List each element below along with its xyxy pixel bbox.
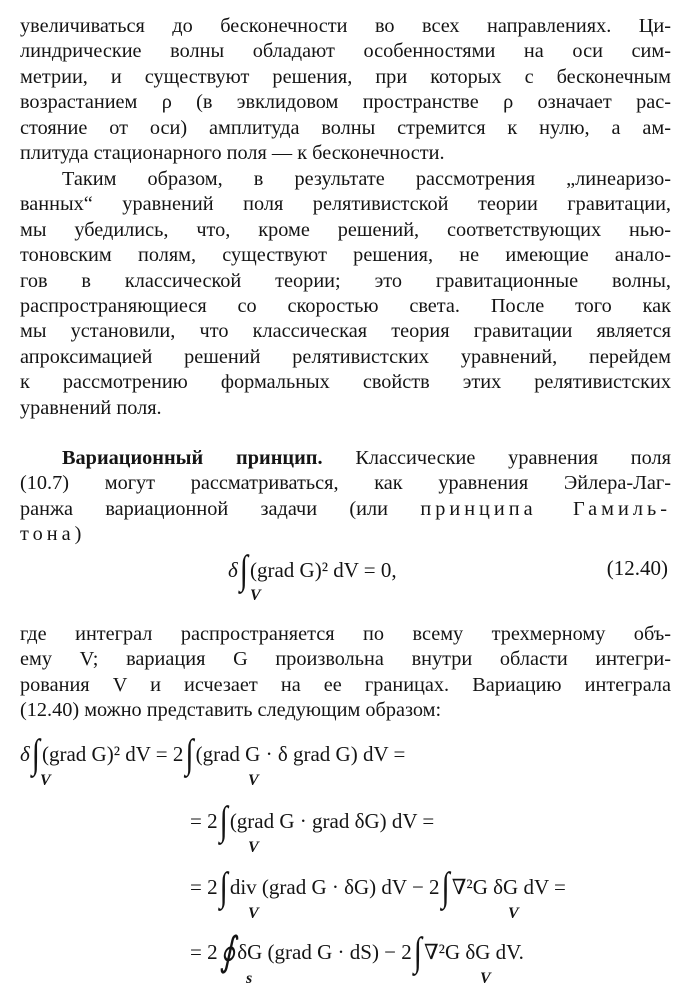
derivation-row-3 (190, 865, 566, 922)
integral-icon: ∫ (219, 799, 228, 844)
integral-icon: ∫ (413, 930, 422, 975)
text-fragment: Классические уравнения поля (355, 447, 671, 469)
text-line: рования V и исчезает на ее границах. Вариацию интеграла (20, 673, 671, 696)
integral-subscript: V (250, 587, 261, 604)
integral-subscript: V (248, 772, 259, 789)
text-line: ему V; вариация G произвольна внутри области интегри- (20, 648, 671, 671)
paragraph-2 (20, 167, 671, 421)
section-heading: Вариационный принцип. (62, 447, 323, 469)
integral-subscript: V (508, 905, 519, 922)
equation-12-40 (228, 548, 397, 604)
text-line: ванных“ уравнений поля релятивистской теории гравитации, (20, 193, 671, 216)
text-line: апроксимацией решений релятивистских уравнений, перейдем (20, 345, 671, 368)
expression: ∇²G δG dV = (451, 875, 566, 899)
spaced-text: тона) (20, 523, 86, 546)
text-fragment: ранжа вариационной задачи (или (20, 497, 389, 520)
expression: (grad G · grad δG) dV = (229, 809, 435, 833)
expression: (grad G)² dV = 2 (41, 742, 184, 766)
text-line: плитуда стационарного поля — к бесконечности. (20, 142, 445, 165)
text-line: (12.40) можно представить следующим образом: (20, 699, 442, 722)
text-line: (10.7) могут рассматриваться, как уравнения Эйлера-Лаг- (20, 472, 671, 495)
spaced-text: принципа Гамиль- (420, 497, 671, 520)
text-line: к рассмотрению формальных свойств этих релятивистских (20, 371, 671, 394)
paragraph-4 (20, 622, 671, 724)
expression: = 2 (190, 809, 218, 833)
text-line: возрастанием ρ (в эвклидовом пространстве ρ означает рас- (20, 91, 671, 114)
contour-integral-icon: ∮ (219, 930, 236, 975)
text-line (20, 497, 671, 522)
text-line: Таким образом, в результате рассмотрения „линеаризо- (62, 168, 671, 190)
text-line: увеличиваться до бесконечности во всех направлениях. Ци- (20, 15, 671, 37)
text-line: уравнений поля. (20, 396, 162, 419)
text-line: метрии, и существуют решения, при которых с бесконечным (20, 65, 671, 88)
expression: δG (grad G · dS) − 2 (237, 940, 412, 964)
expression: = 2 (190, 875, 218, 899)
delta-symbol: δ (20, 742, 30, 766)
integral-icon: ∫ (441, 865, 450, 910)
paragraph-1 (20, 14, 671, 166)
text-line: где интеграл распространяется по всему трехмерному объ- (20, 623, 671, 645)
integral-subscript: s (246, 970, 253, 987)
text-line (20, 446, 671, 471)
derivation-row-1 (20, 732, 406, 789)
expression: ∇²G δG dV. (424, 940, 524, 964)
integral-subscript: V (480, 970, 491, 987)
text-line: мы убедились, что, кроме решений, соответствующих нью- (20, 218, 671, 241)
integral-icon: ∫ (185, 732, 194, 777)
delta-symbol: δ (228, 558, 238, 582)
text-line: гов в классической теории; это гравитационные волны, (20, 269, 671, 292)
integral-icon: ∫ (219, 865, 228, 910)
text-line: линдрические волны обладают особенностями на оси сим- (20, 40, 671, 63)
derivation-row-2 (190, 799, 435, 856)
derivation-row-4 (190, 930, 524, 987)
text-line: мы установили, что классическая теория гравитации является (20, 320, 671, 343)
text-line: распространяющиеся со скоростью света. После того как (20, 295, 671, 318)
expression: = 2 (190, 940, 218, 964)
integral-subscript: V (40, 772, 51, 789)
integrand: (grad G)² dV = 0, (249, 558, 397, 582)
integral-subscript: V (248, 839, 259, 856)
expression: div (grad G · δG) dV − 2 (229, 875, 440, 899)
expression: (grad G · δ grad G) dV = (195, 742, 406, 766)
equation-number: (12.40) (606, 556, 668, 580)
integral-icon: ∫ (31, 732, 40, 777)
integral-subscript: V (248, 905, 259, 922)
text-line: стояние от оси) амплитуда волны стремится к нулю, а ам- (20, 116, 671, 139)
paragraph-3 (20, 446, 671, 548)
text-line: тоновским полям, существуют решения, не имеющие анало- (20, 244, 671, 267)
integral-icon: ∫ (239, 548, 248, 593)
